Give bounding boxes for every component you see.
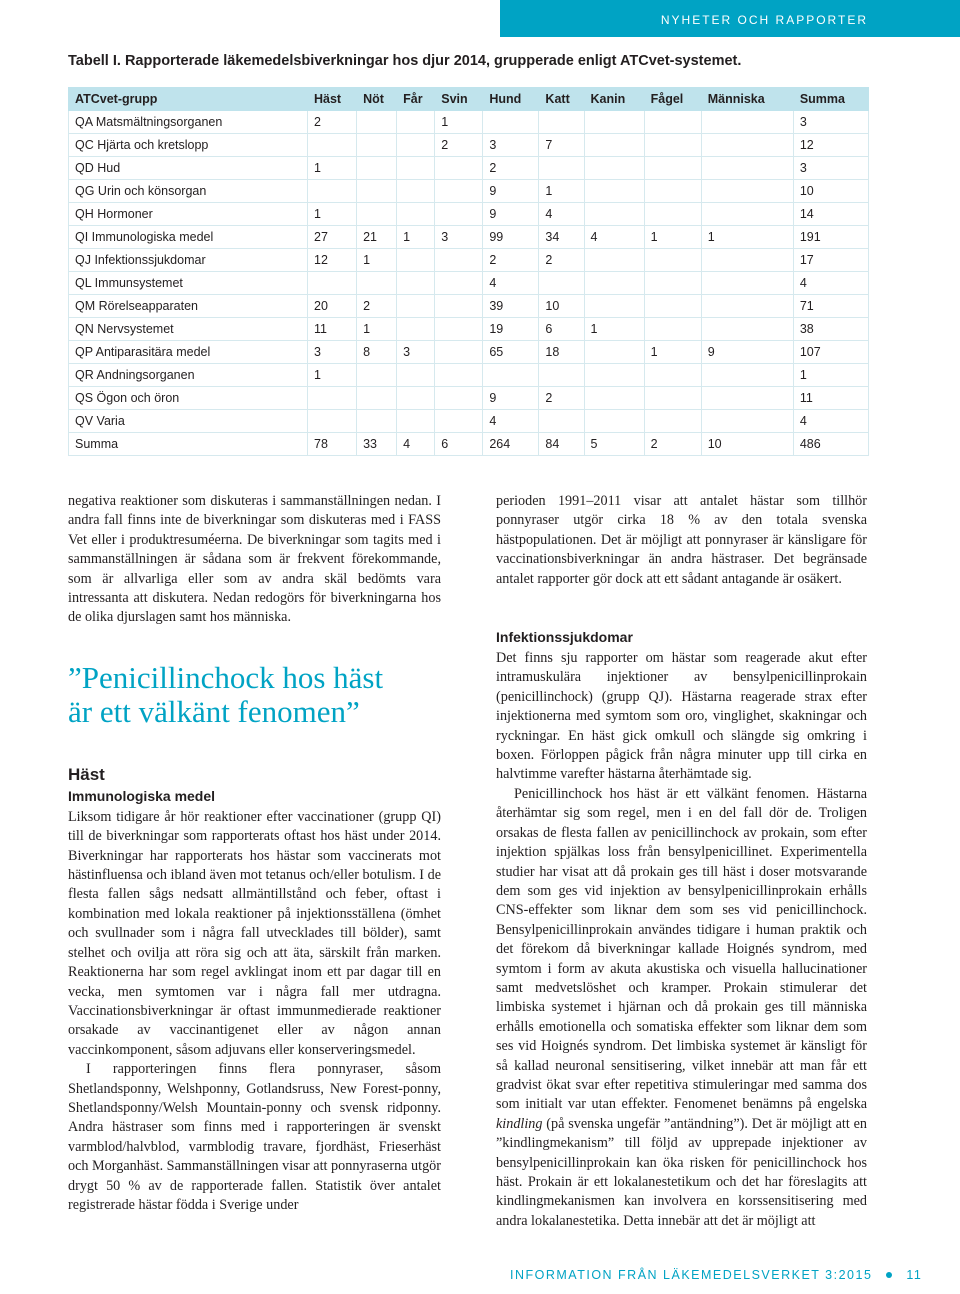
- section-heading-hast: Häst: [68, 764, 105, 784]
- value-cell: 107: [793, 341, 868, 364]
- value-cell: 1: [357, 318, 397, 341]
- value-cell: [644, 134, 701, 157]
- value-cell: 6: [539, 318, 584, 341]
- value-cell: 2: [435, 134, 483, 157]
- value-cell: [397, 272, 435, 295]
- table-row: [69, 433, 869, 456]
- body-paragraph: I rapporteringen finns flera ponnyraser, såsom Shetlandsponny, Welshponny, Gotlandsruss, New Forest-ponny, Shetlandsponny/Welsh Mountain-ponny och svensk ridponny. Andra hästraser som finns med i rapporteringen är svenskt varmblod/halvblod, varmblodig travare, fjordhäst, Frieserhäst och Morganhäst. Sammanställningen visar att ponnyraserna utgör drygt 50 % av de rapporterade fallen. Statistik över antalet registrerade hästar födda i Sverige under: [68, 1061, 441, 1213]
- value-cell: [357, 272, 397, 295]
- value-cell: [397, 157, 435, 180]
- table-body: [69, 111, 869, 456]
- page-number: 11: [906, 1268, 923, 1282]
- value-cell: [701, 387, 793, 410]
- page-footer: [510, 1268, 923, 1282]
- value-cell: 4: [539, 203, 584, 226]
- value-cell: [584, 364, 644, 387]
- value-cell: 4: [397, 433, 435, 456]
- value-cell: [701, 364, 793, 387]
- atcvet-table: [68, 87, 869, 456]
- value-cell: [701, 272, 793, 295]
- value-cell: [701, 180, 793, 203]
- column-header: ATCvet-grupp: [69, 88, 308, 111]
- value-cell: [584, 249, 644, 272]
- column-header: Häst: [308, 88, 357, 111]
- value-cell: [644, 180, 701, 203]
- value-cell: [584, 134, 644, 157]
- table-row: [69, 249, 869, 272]
- value-cell: 65: [483, 341, 539, 364]
- emphasis-term: kindling: [496, 1115, 543, 1132]
- row-label-cell: QP Antiparasitära medel: [69, 341, 308, 364]
- value-cell: [435, 318, 483, 341]
- value-cell: [644, 410, 701, 433]
- value-cell: [644, 387, 701, 410]
- table-row: [69, 203, 869, 226]
- value-cell: [435, 203, 483, 226]
- value-cell: 6: [435, 433, 483, 456]
- value-cell: [357, 387, 397, 410]
- value-cell: [701, 410, 793, 433]
- value-cell: 9: [483, 180, 539, 203]
- body-paragraph: Liksom tidigare år hör reaktioner efter vaccinationer (grupp QI) till de biverkningar som rapporterats oftast hos häst under 2014. Biverkningar har rapporterats hos hästar som vaccinerats mot hästinfluensa och ibland även mot tetanus och/eller botulism. I de flesta fallen sågs nedsatt allmäntillstånd och feber, oftast i kombination med lokala reaktioner på injektionsställena (ömhet och svullnader som i några fall utvecklades till bölder), samt stelhet och ovilja att röra sig och att äta, särskilt från marken. Reaktionerna har som regel avklingat inom ett par dagar till en vecka, men symtomen var i några fall mer utdragna. Vaccinationsbiverkningar är oftast immunmedierade reaktioner orsakade av vaccinantigenet eller av någon annan vaccinkomponent, såsom adjuvans eller konserveringsmedel.: [68, 808, 441, 1058]
- value-cell: 1: [435, 111, 483, 134]
- column-header: Får: [397, 88, 435, 111]
- row-label-cell: QS Ögon och öron: [69, 387, 308, 410]
- row-label-cell: QL Immunsystemet: [69, 272, 308, 295]
- value-cell: 1: [308, 157, 357, 180]
- value-cell: [397, 295, 435, 318]
- value-cell: [308, 387, 357, 410]
- table-row: [69, 364, 869, 387]
- value-cell: 21: [357, 226, 397, 249]
- value-cell: 2: [308, 111, 357, 134]
- value-cell: [701, 203, 793, 226]
- value-cell: [644, 111, 701, 134]
- row-label-cell: QM Rörelseapparaten: [69, 295, 308, 318]
- value-cell: [435, 272, 483, 295]
- value-cell: [435, 341, 483, 364]
- column-header: Kanin: [584, 88, 644, 111]
- value-cell: 2: [483, 157, 539, 180]
- value-cell: [701, 318, 793, 341]
- row-label-cell: QI Immunologiska medel: [69, 226, 308, 249]
- value-cell: 3: [793, 111, 868, 134]
- value-cell: [644, 157, 701, 180]
- value-cell: 9: [483, 203, 539, 226]
- column-header: Nöt: [357, 88, 397, 111]
- value-cell: 39: [483, 295, 539, 318]
- value-cell: 2: [644, 433, 701, 456]
- value-cell: 1: [539, 180, 584, 203]
- value-cell: [308, 410, 357, 433]
- value-cell: [644, 272, 701, 295]
- value-cell: 20: [308, 295, 357, 318]
- value-cell: [435, 180, 483, 203]
- table-row: [69, 226, 869, 249]
- value-cell: 10: [539, 295, 584, 318]
- value-cell: [357, 364, 397, 387]
- row-label-cell: Summa: [69, 433, 308, 456]
- value-cell: 34: [539, 226, 584, 249]
- right-intro-paragraph: perioden 1991–2011 visar att antalet hästar som tillhör ponnyraser utgör cirka 18 % av den totala svenska hästpopulationen. Det är möjligt att ponnyraser är känsligare för vaccinationsbiverkningar än andra hästraser. Det begränsade antalet rapporter gör dock att ett sådant antagande är osäkert.: [496, 493, 867, 587]
- value-cell: [357, 134, 397, 157]
- row-label-cell: QR Andningsorganen: [69, 364, 308, 387]
- value-cell: [357, 157, 397, 180]
- value-cell: [483, 111, 539, 134]
- value-cell: [539, 157, 584, 180]
- value-cell: [701, 295, 793, 318]
- value-cell: [397, 111, 435, 134]
- value-cell: 18: [539, 341, 584, 364]
- value-cell: [397, 387, 435, 410]
- value-cell: 9: [483, 387, 539, 410]
- value-cell: [539, 364, 584, 387]
- value-cell: [701, 157, 793, 180]
- value-cell: 3: [793, 157, 868, 180]
- value-cell: [584, 180, 644, 203]
- value-cell: 191: [793, 226, 868, 249]
- value-cell: 4: [483, 410, 539, 433]
- value-cell: 264: [483, 433, 539, 456]
- value-cell: 1: [644, 341, 701, 364]
- value-cell: [584, 157, 644, 180]
- value-cell: [397, 134, 435, 157]
- table-row: [69, 180, 869, 203]
- column-header: Katt: [539, 88, 584, 111]
- row-label-cell: QG Urin och könsorgan: [69, 180, 308, 203]
- value-cell: 1: [644, 226, 701, 249]
- section-title: NYHETER OCH RAPPORTER: [660, 13, 868, 27]
- value-cell: [644, 364, 701, 387]
- row-label-cell: QV Varia: [69, 410, 308, 433]
- right-column: [496, 492, 867, 1231]
- table-header-row: [69, 88, 869, 111]
- body-paragraph: Det finns sju rapporter om hästar som reagerade akut efter intramuskulära injektioner av bensylpenicillinprokain (penicillinchock) (grupp QJ). Hästarna reagerade strax efter injektionerna med symtom som oro, vinglighet, skakningar och ryckningar. En häst gick omkull och slängde sig omkring i boxen. Förloppen pågick från några minuter upp till cirka en halvtimme varefter hästarna återhämtade sig.: [496, 650, 867, 783]
- value-cell: [397, 203, 435, 226]
- table-row: [69, 134, 869, 157]
- value-cell: [584, 203, 644, 226]
- value-cell: [644, 249, 701, 272]
- value-cell: [644, 318, 701, 341]
- row-label-cell: QC Hjärta och kretslopp: [69, 134, 308, 157]
- value-cell: [308, 180, 357, 203]
- value-cell: 19: [483, 318, 539, 341]
- value-cell: [357, 180, 397, 203]
- value-cell: [584, 295, 644, 318]
- value-cell: 11: [308, 318, 357, 341]
- section-header: [500, 0, 960, 37]
- body-paragraph: [496, 785, 867, 1231]
- value-cell: [435, 157, 483, 180]
- value-cell: [584, 111, 644, 134]
- subheading-infektionssjukdomar: Infektionssjukdomar: [496, 629, 633, 646]
- value-cell: 4: [483, 272, 539, 295]
- value-cell: [308, 272, 357, 295]
- table-row: [69, 341, 869, 364]
- value-cell: 3: [308, 341, 357, 364]
- table-row: [69, 318, 869, 341]
- left-intro-paragraph: negativa reaktioner som diskuteras i sammanställningen nedan. I andra fall finns inte de biverkningar som diskuteras med i FASS Vet eller i produktresuméerna. De biverkningar som tagits med i sammanställningen är sådana som är frekvent förekommande, som är allvarliga eller som av andra skäl bedömts vara intressanta att diskutera. Nedan redogörs för biverkningarna hos de olika djurslagen samt hos människa.: [68, 493, 441, 626]
- value-cell: [539, 111, 584, 134]
- value-cell: 7: [539, 134, 584, 157]
- value-cell: 2: [539, 387, 584, 410]
- value-cell: 78: [308, 433, 357, 456]
- value-cell: [435, 387, 483, 410]
- row-label-cell: QH Hormoner: [69, 203, 308, 226]
- value-cell: [435, 364, 483, 387]
- value-cell: 12: [308, 249, 357, 272]
- value-cell: 4: [793, 272, 868, 295]
- value-cell: [644, 203, 701, 226]
- value-cell: [397, 180, 435, 203]
- pull-quote-line: ”Penicillinchock hos häst: [68, 659, 384, 695]
- value-cell: 2: [483, 249, 539, 272]
- row-label-cell: QD Hud: [69, 157, 308, 180]
- subheading-immunologiska: Immunologiska medel: [68, 787, 216, 804]
- row-label-cell: QJ Infektionssjukdomar: [69, 249, 308, 272]
- value-cell: 9: [701, 341, 793, 364]
- value-cell: 3: [435, 226, 483, 249]
- value-cell: [483, 364, 539, 387]
- publication-name: INFORMATION FRÅN LÄKEMEDELSVERKET 3:2015: [510, 1268, 873, 1282]
- value-cell: 2: [357, 295, 397, 318]
- body-text: Penicillinchock hos häst är ett välkänt fenomen. Hästarna återhämtar sig som regel, men i en del fall dör de. Troligen orsakas de flesta fallen av penicillinchock av prokain, som efter injektion spjälkas loss från bensylpenicillinet. Experimentella studier har visat att då prokain ges till häst i doser motsvarande dem som ges vid injektion av bensylpenicillinprokain erhålls CNS-effekter som liknar dem som ses vid penicillinchock. Bensylpenicillinprokain användes tidigare i human praktik och det förekom då biverkningar kallade Hoignés syndrom, med symtom i form av akuta akustiska och visuella hallucinationer samt medvetslöshet och kramper. Prokain stimulerar det limbiska systemet i hjärnan och då prokain ges till människa erhålls emotionella och somatiska effekter som liknar dem som ses vid Hoignés syndrom. Det limbiska systemet är känsligt för så kallad neuronal sensitisering, vilket innebär att man får ett gradvist ökat svar efter repetitiva stimuleringar med samma dos som initialt var utan effekter. Fenomenet benämns på engelska: [496, 785, 867, 1113]
- column-header: Hund: [483, 88, 539, 111]
- value-cell: 1: [308, 203, 357, 226]
- value-cell: [397, 410, 435, 433]
- value-cell: [539, 272, 584, 295]
- value-cell: [397, 249, 435, 272]
- value-cell: 5: [584, 433, 644, 456]
- value-cell: [435, 249, 483, 272]
- value-cell: [539, 410, 584, 433]
- left-column: [68, 492, 441, 1215]
- table-row: [69, 410, 869, 433]
- table-row: [69, 295, 869, 318]
- value-cell: 71: [793, 295, 868, 318]
- pull-quote-line: är ett välkänt fenomen”: [68, 693, 360, 729]
- column-header: Summa: [793, 88, 868, 111]
- value-cell: [435, 295, 483, 318]
- value-cell: [308, 134, 357, 157]
- value-cell: 10: [701, 433, 793, 456]
- value-cell: 99: [483, 226, 539, 249]
- row-label-cell: QN Nervsystemet: [69, 318, 308, 341]
- value-cell: 4: [584, 226, 644, 249]
- value-cell: 1: [397, 226, 435, 249]
- table-caption: Tabell I. Rapporterade läkemedelsbiverkningar hos djur 2014, grupperade enligt ATCvet-systemet.: [68, 53, 742, 69]
- value-cell: 3: [397, 341, 435, 364]
- table-row: [69, 387, 869, 410]
- bullet-dot: [886, 1272, 892, 1278]
- value-cell: 27: [308, 226, 357, 249]
- value-cell: [584, 387, 644, 410]
- value-cell: 14: [793, 203, 868, 226]
- value-cell: [644, 295, 701, 318]
- value-cell: 3: [483, 134, 539, 157]
- column-header: Fågel: [644, 88, 701, 111]
- pull-quote: [68, 661, 441, 729]
- value-cell: [435, 410, 483, 433]
- value-cell: 1: [701, 226, 793, 249]
- table-row: [69, 272, 869, 295]
- value-cell: [584, 272, 644, 295]
- table-row: [69, 157, 869, 180]
- value-cell: 1: [584, 318, 644, 341]
- column-header: Människa: [701, 88, 793, 111]
- value-cell: [397, 318, 435, 341]
- value-cell: 10: [793, 180, 868, 203]
- value-cell: [701, 249, 793, 272]
- value-cell: [701, 134, 793, 157]
- value-cell: 12: [793, 134, 868, 157]
- value-cell: [584, 341, 644, 364]
- table-row: [69, 111, 869, 134]
- row-label-cell: QA Matsmältningsorganen: [69, 111, 308, 134]
- value-cell: [397, 364, 435, 387]
- body-text: (på svenska ungefär ”antändning”). Det är möjligt att en ”kindlingmekanism” till följd av upprepade injektioner av bensylpenicillinprokain kan öka risken för penicillinchock hos häst. Prokain är ett lokalanestetikum och det har föreslagits att kindlingmekanismen kan involvera en korssensitisering med andra lokalanestetika. Detta innebär att det är möjligt att: [496, 1115, 867, 1229]
- value-cell: [584, 410, 644, 433]
- value-cell: 38: [793, 318, 868, 341]
- value-cell: 11: [793, 387, 868, 410]
- value-cell: 2: [539, 249, 584, 272]
- value-cell: 8: [357, 341, 397, 364]
- value-cell: 84: [539, 433, 584, 456]
- value-cell: [357, 111, 397, 134]
- value-cell: [701, 111, 793, 134]
- value-cell: 33: [357, 433, 397, 456]
- value-cell: 1: [357, 249, 397, 272]
- value-cell: 4: [793, 410, 868, 433]
- value-cell: [357, 410, 397, 433]
- value-cell: 1: [308, 364, 357, 387]
- value-cell: 1: [793, 364, 868, 387]
- column-header: Svin: [435, 88, 483, 111]
- value-cell: [357, 203, 397, 226]
- value-cell: 17: [793, 249, 868, 272]
- value-cell: 486: [793, 433, 868, 456]
